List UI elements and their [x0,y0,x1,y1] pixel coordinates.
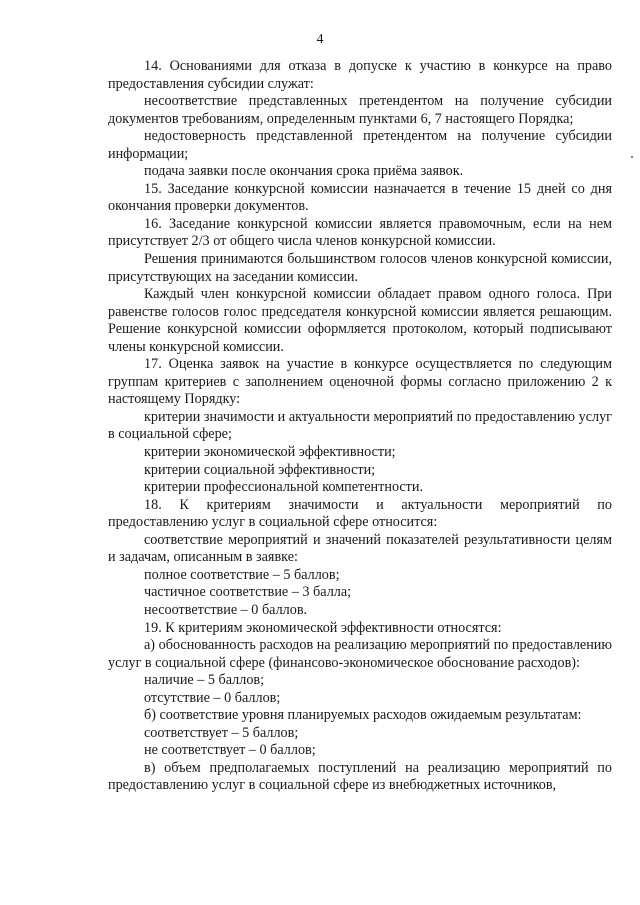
paragraph-16-voting: Каждый член конкурсной комиссии обладает правом одного голоса. При равенстве голосов голос председателя конкурсной комиссии является решающим. Решение конкурсной комиссии оформляется протоколом, который подписывают члены конкурсной комиссии. [108,286,612,355]
paragraph-14-item-2: недостоверность представленной претендентом на получение субсидии информации; [108,128,612,162]
scan-speck [631,156,633,158]
paragraph-14-item-1: несоответствие представленных претендентом на получение субсидии документов требованиям, определенным пунктами 6, 7 настоящего Порядка; [108,93,612,127]
paragraph-19-b-matches: соответствует – 5 баллов; [144,724,299,741]
document-body [108,58,612,795]
paragraph-17-item-3: критерии социальной эффективности; [144,461,376,478]
paragraph-18: 18. К критериям значимости и актуальности мероприятий по предоставлению услуг в социальной сфере относится: [108,496,612,531]
paragraph-19-a-present: наличие – 5 баллов; [144,672,265,689]
paragraph-17-item-1: критерии значимости и актуальности мероприятий по предоставлению услуг в социальной сфере; [108,408,612,443]
paragraph-15: 15. Заседание конкурсной комиссии назначается в течение 15 дней со дня окончания проверки документов. [108,180,612,215]
paragraph-19-a: а) обоснованность расходов на реализацию мероприятий по предоставлению услуг в социальной сфере (финансово-экономическое обоснование расходов): [108,637,612,671]
paragraph-19: 19. К критериям экономической эффективности относятся: [144,619,502,636]
page-number: 4 [316,32,324,47]
paragraph-16-decisions: Решения принимаются большинством голосов членов конкурсной комиссии, присутствующих на заседании комиссии. [108,251,612,285]
paragraph-17-item-2: критерии экономической эффективности; [144,444,396,461]
paragraph-18-score-partial: частичное соответствие – 3 балла; [144,584,352,601]
paragraph-16: 16. Заседание конкурсной комиссии является правомочным, если на нем присутствует 2/3 от общего числа членов конкурсной комиссии. [108,215,612,250]
paragraph-19-a-absent: отсутствие – 0 баллов; [144,689,281,706]
paragraph-19-b-not-matches: не соответствует – 0 баллов; [144,742,316,759]
paragraph-14-item-3: подача заявки после окончания срока приёма заявок. [144,163,464,180]
paragraph-19-b: б) соответствие уровня планируемых расходов ожидаемым результатам: [144,707,582,724]
paragraph-17-item-4: критерии профессиональной компетентности. [144,479,424,496]
paragraph-14: 14. Основаниями для отказа в допуске к участию в конкурсе на право предоставления субсидии служат: [108,58,612,92]
paragraph-18-score-full: полное соответствие – 5 баллов; [144,566,340,583]
paragraph-18-score-none: несоответствие – 0 баллов. [144,601,308,618]
paragraph-18-item: соответствие мероприятий и значений показателей результативности целям и задачам, описанным в заявке: [108,531,612,566]
paragraph-19-c: в) объем предполагаемых поступлений на реализацию мероприятий по предоставлению услуг в социальной сфере из внебюджетных источников, [108,759,612,794]
paragraph-17: 17. Оценка заявок на участие в конкурсе осуществляется по следующим группам критериев с заполнением оценочной формы согласно приложению 2 к настоящему Порядку: [108,356,612,408]
